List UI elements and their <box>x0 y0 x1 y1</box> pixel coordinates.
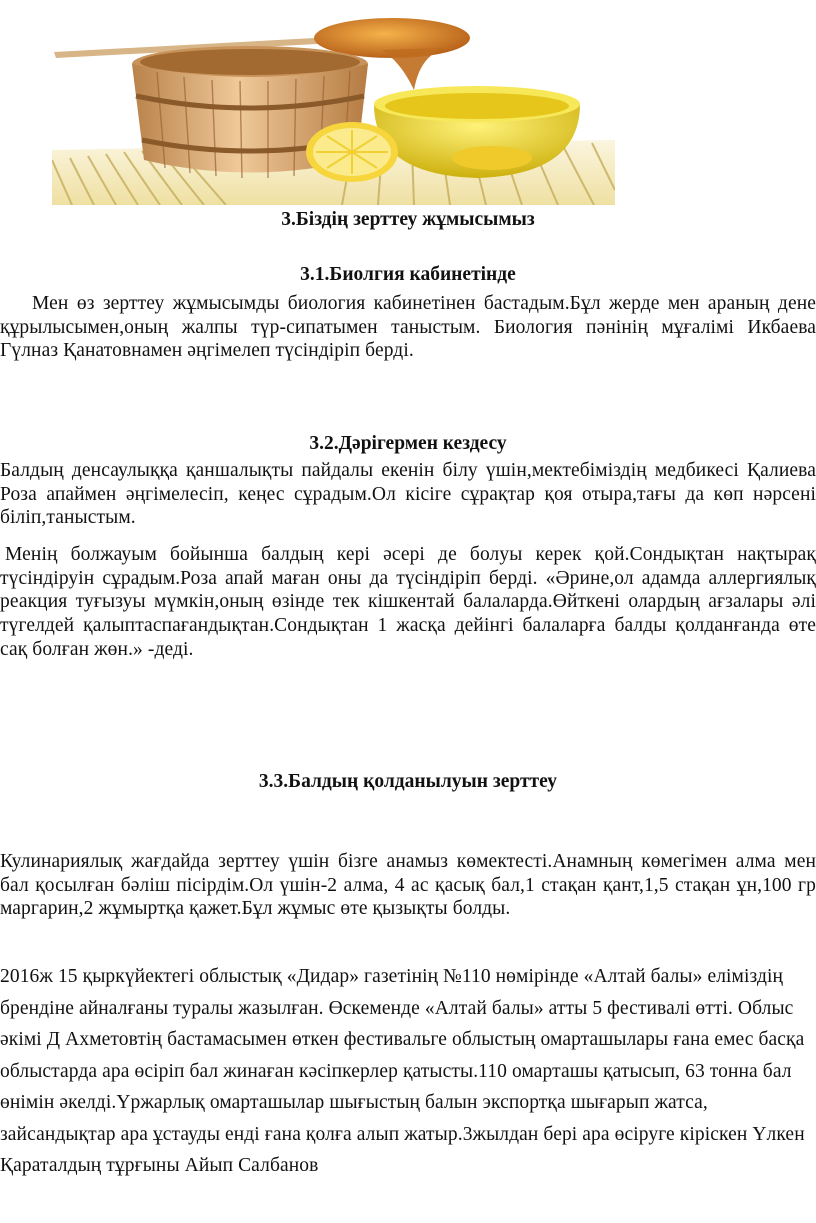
paragraph-biology-cabinet: Мен өз зерттеу жұмысымды биология кабинетінен бастадым.Бұл жерде мен араның дене құрылысымен,оның жалпы түр-сипатымен таныстым. Биология пәнінің мұғалімі Икбаева Гүлназ Қанатовнамен әңгімелеп түсіндіріп берді. <box>0 293 816 362</box>
honey-photo <box>52 0 615 205</box>
section-heading-3-1: 3.1.Биолгия кабинетінде <box>300 264 516 285</box>
section-heading-3-2: 3.2.Дәрігермен кездесу <box>309 433 507 454</box>
section-title-research: 3.Біздің зерттеу жұмысымыз <box>281 209 535 230</box>
paragraph-doctor-meeting: Балдың денсаулыққа қаншалықты пайдалы екенін білу үшін,мектебіміздің медбикесі Қалиева Роза апаймен әңгімелесіп, кеңес сұрадым.Ол кісіге сұрақтар қоя отыра,тағы да көп нәрсені біліп,таныстым. <box>0 460 816 529</box>
paragraph-culinary: Кулинариялық жағдайда зерттеу үшін бізге анамыз көмектесті.Анамның көмегімен алма мен бал қосылған бәліш пісірдім.Ол үшін-2 алма, 4 ас қасық бал,1 стақан қант,1,5 стақан ұн,100 гр маргарин,2 жұмыртқа қажет.Бұл жұмыс өте қызықты болды. <box>0 851 816 920</box>
section-heading-3-3: 3.3.Балдың қолданылуын зерттеу <box>258 771 558 792</box>
paragraph-altai-honey: 2016ж 15 қыркүйектегі облыстық «Дидар» газетінің №110 нөмірінде «Алтай балы» еліміздің брендіне айналғаны туралы жазылған. Өскеменде «Алтай балы» атты 5 фестивалі өтті. Облыс әкімі Д Ахметовтің бастамасымен өткен фестивальге облыстың омарташылары ғана емес басқа облыстарда ара өсіріп бал жинаған кәсіпкерлер қатысты.110 омарташы қатысып, 63 тонна бал өнімін әкелді.Үржарлық омарташылар шығыстың балын экспортқа шығарып жатса, зайсандықтар ара ұстауды енді ғана қолға алып жатыр.3жылдан бері ара өсіруге кіріскен Үлкен Қараталдың тұрғыны Айып Салбанов <box>0 966 805 1176</box>
paragraph-allergy-note: Менің болжауым бойынша балдың кері әсері де болуы керек қой.Сондықтан нақтырақ түсіндіруін сұрадым.Роза апай маған оны да түсіндіріп берді. «Әрине,ол адамда аллергиялық реакция туғызуы мүмкін,оның өзінде тек кішкентай балаларда.Өйткені олардың ағзалары әлі түгелдей қалыптаспағандықтан.Сондықтан 1 жасқа дейінгі балаларға балды қолданғанда өте сақ болған жөн.» -деді. <box>0 544 816 660</box>
